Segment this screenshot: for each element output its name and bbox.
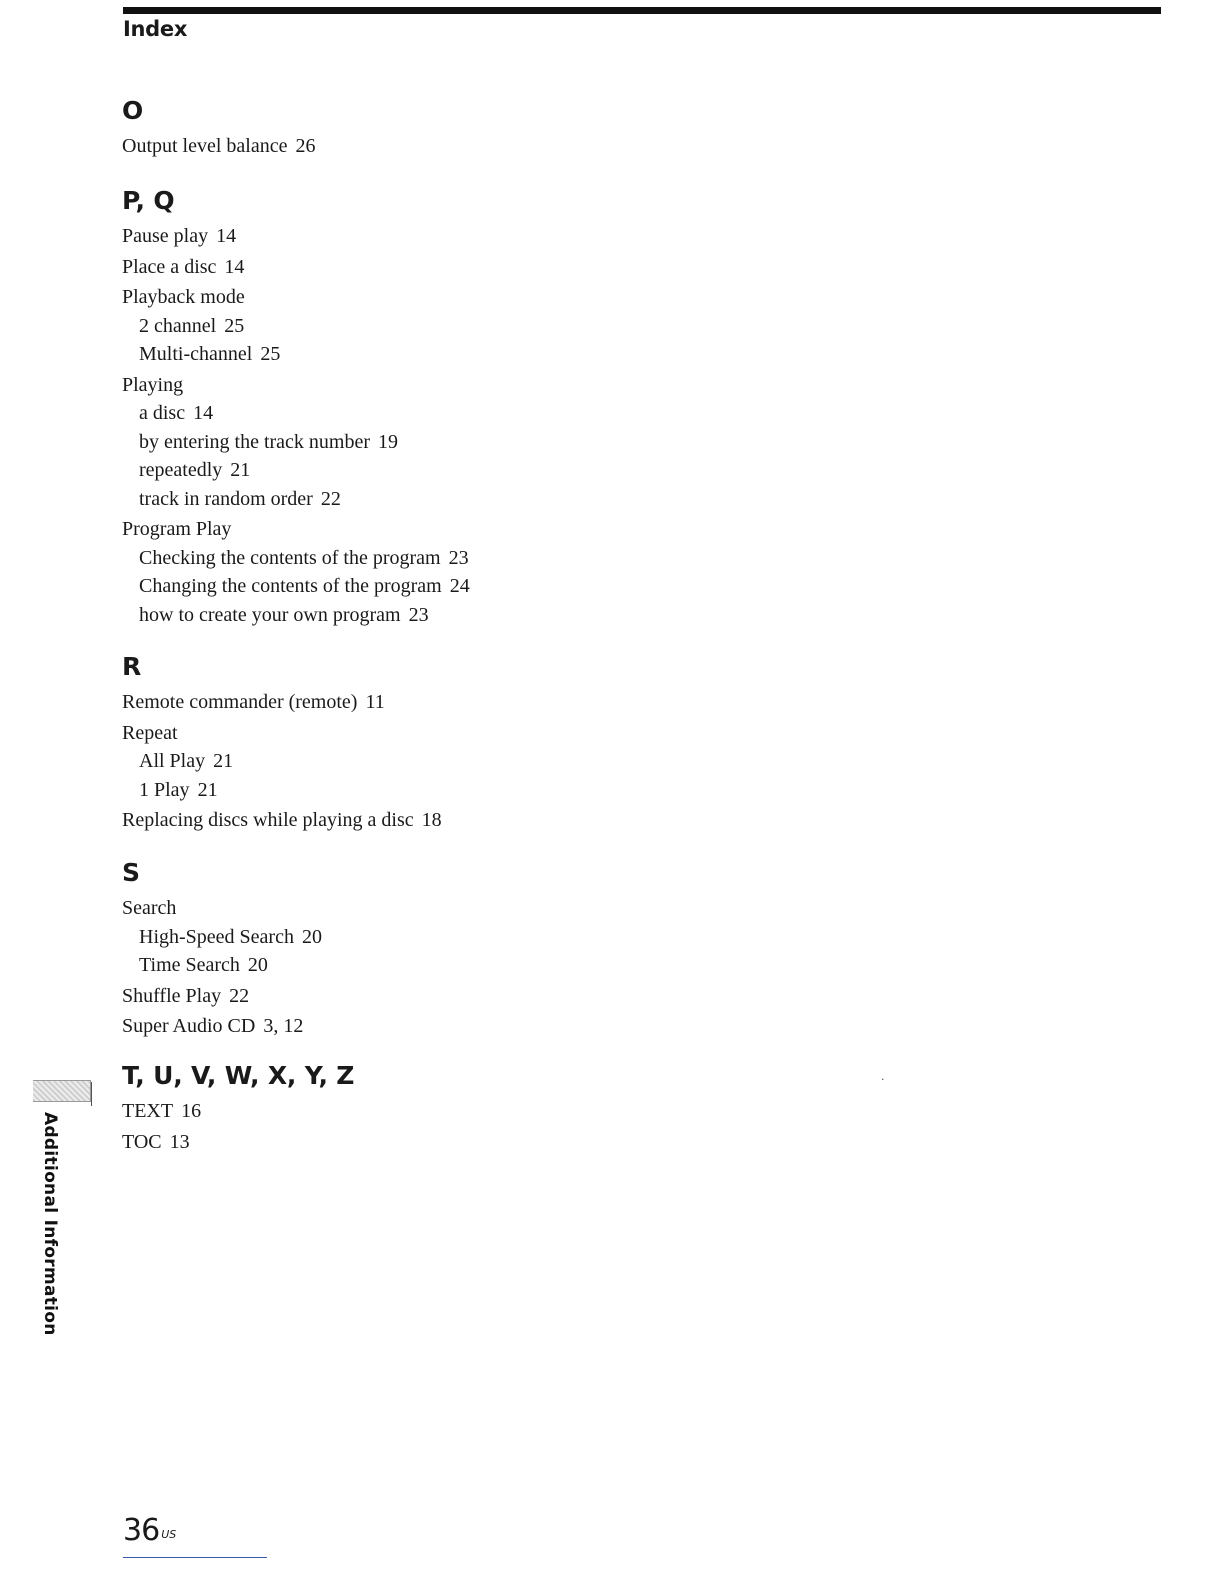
index-entry xyxy=(122,894,822,923)
index-entry xyxy=(122,982,822,1011)
index-entry xyxy=(122,1128,822,1157)
index-entry xyxy=(122,719,822,748)
index-entry xyxy=(122,253,822,282)
entry-term: TOC xyxy=(122,1130,162,1153)
entry-page-ref: 26 xyxy=(295,135,316,157)
entry-term: by entering the track number xyxy=(139,430,371,453)
index-subentry xyxy=(122,923,822,952)
index-entry xyxy=(122,688,822,717)
entry-page-ref: 14 xyxy=(224,255,245,278)
entry-term: track in random order xyxy=(139,487,313,510)
index-section-p-q xyxy=(122,186,822,629)
entry-term: Place a disc xyxy=(122,255,217,278)
entry-term: Repeat xyxy=(122,721,178,744)
index-subentry xyxy=(122,399,822,428)
page-number xyxy=(123,1513,176,1549)
index-entry xyxy=(122,806,822,835)
side-tab-label: Additional Information xyxy=(40,1112,60,1336)
entry-term: Playing xyxy=(122,373,184,396)
entry-page-ref: 3, 12 xyxy=(263,1015,304,1037)
index-subentry xyxy=(122,601,822,630)
scan-speck: · xyxy=(881,1073,885,1086)
index-entry xyxy=(122,222,822,251)
section-letter-heading: R xyxy=(122,652,142,681)
index-entry xyxy=(122,515,822,544)
top-rule xyxy=(123,7,1161,14)
entry-page-ref: 16 xyxy=(181,1100,202,1122)
entry-term: Shuffle Play xyxy=(122,984,222,1007)
entry-page-ref: 20 xyxy=(247,954,268,976)
entry-page-ref: 11 xyxy=(365,691,385,713)
entry-term: Multi-channel xyxy=(139,343,253,365)
entry-page-ref: 21 xyxy=(230,459,251,481)
index-subentry xyxy=(122,340,822,369)
index-entry xyxy=(122,283,822,312)
index-section-s xyxy=(122,858,822,1041)
entry-term: High-Speed Search xyxy=(139,925,294,948)
entry-term: All Play xyxy=(139,750,206,772)
index-subentry xyxy=(122,312,822,341)
page-number-value: 36 xyxy=(123,1513,160,1548)
index-subentry xyxy=(122,456,822,485)
page-number-underline xyxy=(123,1557,267,1558)
index-section-r xyxy=(122,652,822,835)
page-title: Index xyxy=(123,17,188,41)
entry-term: Replacing discs while playing a disc xyxy=(122,809,414,831)
section-letter-heading: P, Q xyxy=(122,186,175,215)
entry-page-ref: 20 xyxy=(301,925,322,948)
entry-term: Output level balance xyxy=(122,135,288,157)
entry-page-ref: 22 xyxy=(320,487,341,510)
entry-page-ref: 19 xyxy=(378,430,399,453)
entry-page-ref: 14 xyxy=(216,225,237,247)
entry-page-ref: 25 xyxy=(260,343,281,365)
index-subentry xyxy=(122,951,822,980)
entry-term: Playback mode xyxy=(122,286,245,308)
entry-term: Pause play xyxy=(122,225,209,247)
section-letter-heading: T, U, V, W, X, Y, Z xyxy=(122,1061,355,1090)
entry-page-ref: 22 xyxy=(229,984,250,1007)
index-section-o xyxy=(122,96,822,161)
side-tab-marker xyxy=(33,1080,91,1102)
section-letter-heading: O xyxy=(122,96,144,125)
index-entry xyxy=(122,1097,822,1126)
index-entry xyxy=(122,1012,822,1041)
side-tab-divider xyxy=(91,1082,92,1106)
page-number-region: US xyxy=(161,1528,177,1541)
index-entry xyxy=(122,371,822,400)
entry-term: repeatedly xyxy=(139,459,223,481)
entry-page-ref: 21 xyxy=(197,778,218,801)
entry-page-ref: 25 xyxy=(224,314,245,337)
entry-term: Checking the contents of the program xyxy=(139,546,441,569)
index-subentry xyxy=(122,428,822,457)
section-letter-heading: S xyxy=(122,858,140,887)
entry-term: Remote commander (remote) xyxy=(122,691,358,713)
entry-page-ref: 24 xyxy=(449,575,470,597)
entry-term: Search xyxy=(122,897,177,919)
entry-term: a disc xyxy=(139,402,186,424)
entry-term: TEXT xyxy=(122,1100,174,1122)
index-entry xyxy=(122,132,822,161)
entry-page-ref: 13 xyxy=(169,1130,190,1153)
entry-term: Time Search xyxy=(139,954,240,976)
index-section-t-z xyxy=(122,1061,822,1156)
entry-page-ref: 23 xyxy=(408,603,429,626)
entry-page-ref: 14 xyxy=(193,402,214,424)
index-subentry xyxy=(122,485,822,514)
entry-term: 1 Play xyxy=(139,778,190,801)
entry-term: Program Play xyxy=(122,518,232,540)
entry-term: how to create your own program xyxy=(139,603,401,626)
entry-term: Super Audio CD xyxy=(122,1015,256,1037)
entry-page-ref: 18 xyxy=(421,809,442,831)
entry-page-ref: 23 xyxy=(448,546,469,569)
entry-page-ref: 21 xyxy=(213,750,234,772)
entry-term: Changing the contents of the program xyxy=(139,575,442,597)
index-subentry xyxy=(122,572,822,601)
entry-term: 2 channel xyxy=(139,314,217,337)
index-subentry xyxy=(122,747,822,776)
index-subentry xyxy=(122,776,822,805)
index-subentry xyxy=(122,544,822,573)
